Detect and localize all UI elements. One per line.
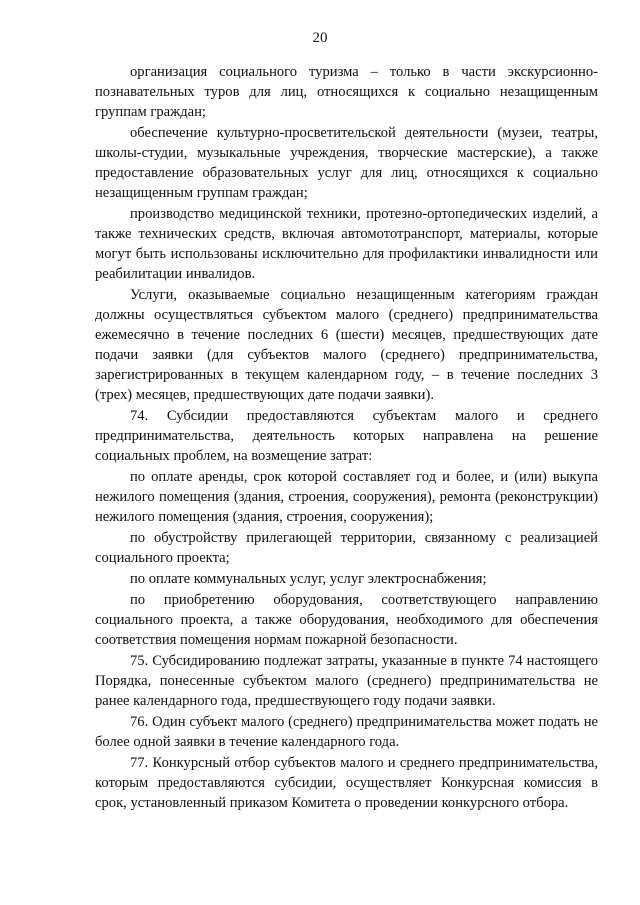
paragraph: по оплате коммунальных услуг, услуг электроснабжения; xyxy=(130,571,487,587)
paragraph: Услуги, оказываемые социально незащищенным категориям граждан должны осуществляться субъектом малого (среднего) предпринимательства ежемесячно в течение последних 6 (шести) месяцев, предшествующих дате подачи заявки (для субъектов малого (среднего) предпринимательства, зарегистрированных в текущем календарном году, – в течение последних 3 (трех) месяцев, предшествующих дате подачи заявки). xyxy=(95,287,598,403)
paragraph: организация социального туризма – только в части экскурсионно-познавательных туров для лиц, относящихся к социально незащищенным группам граждан; xyxy=(95,64,598,120)
document-body xyxy=(95,62,598,813)
paragraph: по приобретению оборудования, соответствующего направлению социального проекта, а также оборудования, необходимого для обеспечения соответствия помещения нормам пожарной безопасности. xyxy=(95,592,598,648)
paragraph: по оплате аренды, срок которой составляет год и более, и (или) выкупа нежилого помещения (здания, строения, сооружения), ремонта (реконструкции) нежилого помещения (здания, строения, сооружения); xyxy=(95,469,598,525)
paragraph: обеспечение культурно-просветительской деятельности (музеи, театры, школы-студии, музыкальные учреждения, творческие мастерские), а также предоставление образовательных услуг для лиц, относящихся к социально незащищенным группам граждан; xyxy=(95,125,598,201)
paragraph: производство медицинской техники, протезно-ортопедических изделий, а также технических средств, включая автомототранспорт, материалы, которые могут быть использованы исключительно для профилактики инвалидности или реабилитации инвалидов. xyxy=(95,206,598,282)
paragraph: 74. Субсидии предоставляются субъектам малого и среднего предпринимательства, деятельность которых направлена на решение социальных проблем, на возмещение затрат: xyxy=(95,408,598,464)
paragraph: по обустройству прилегающей территории, связанному с реализацией социального проекта; xyxy=(95,530,598,566)
page-number: 20 xyxy=(312,30,328,46)
paragraph: 76. Один субъект малого (среднего) предпринимательства может подать не более одной заявки в течение календарного года. xyxy=(95,714,598,750)
paragraph: 77. Конкурсный отбор субъектов малого и среднего предпринимательства, которым предоставляются субсидии, осуществляет Конкурсная комиссия в срок, установленный приказом Комитета о проведении конкурсного отбора. xyxy=(95,755,598,811)
paragraph: 75. Субсидированию подлежат затраты, указанные в пункте 74 настоящего Порядка, понесенные субъектом малого (среднего) предпринимательства не ранее календарного года, предшествующего году подачи заявки. xyxy=(95,653,598,709)
